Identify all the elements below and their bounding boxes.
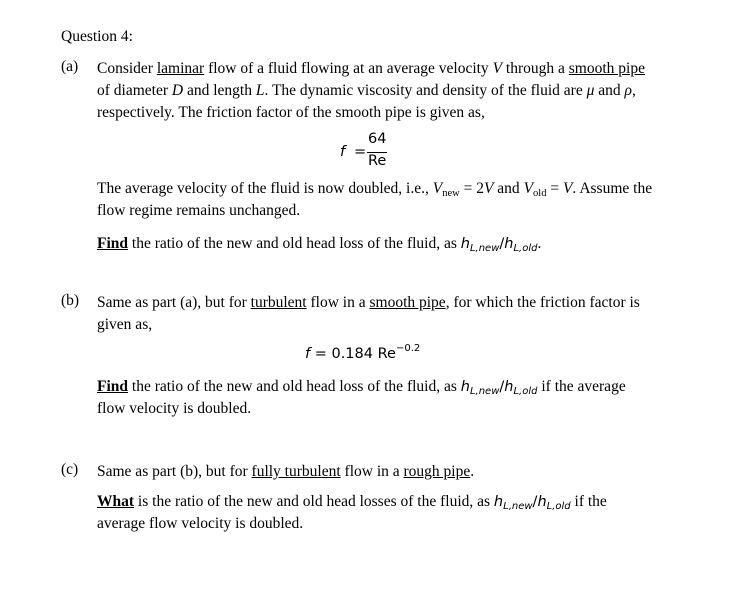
question-title: Question 4: (61, 28, 133, 45)
part-a-label: (a) (61, 58, 79, 75)
find-keyword-b: Find (97, 378, 129, 395)
find-keyword: Find (97, 235, 129, 252)
part-a-condition: The average velocity of the fluid is now doubled, i.e., $V_{new} = 2V$ and $V_{old} = V$. Assume the flow regime remains unchanged. (97, 180, 653, 219)
friction-factor-laminar-equation: f = 64 Re (340, 131, 387, 169)
part-a-line-3: respectively. The friction factor of the smooth pipe is given as, (97, 104, 485, 121)
what-keyword: What (97, 493, 135, 510)
smooth-pipe-term: smooth pipe (568, 60, 645, 77)
part-b-label: (b) (61, 292, 80, 309)
part-c-text: Same as part (b), but for fully turbulent flow in a rough pipe. (97, 463, 475, 480)
part-b-text: Same as part (a), but for turbulent flow in a smooth pipe, for which the friction factor is given as, (97, 294, 640, 333)
fully-turbulent-term: fully turbulent (251, 463, 341, 480)
smooth-pipe-term-b: smooth pipe (369, 294, 446, 311)
part-c-what: What is the ratio of the new and old head losses of the fluid, as $h_{L,new}/h_{L,old}$ if the average flow velocity is doubled. (97, 493, 607, 532)
fraction-numerator: 64 (368, 131, 387, 147)
part-a-line-1: Consider laminar flow of a fluid flowing at an average velocity V through a smooth pipe (97, 60, 645, 77)
part-c-label: (c) (61, 461, 79, 478)
laminar-term: laminar (156, 60, 205, 77)
rough-pipe-term: rough pipe (403, 463, 471, 480)
part-a-find: Find the ratio of the new and old head loss of the fluid, as $h_{L,new}/h_{L,old}$. (97, 235, 542, 254)
part-b-find: Find the ratio of the new and old head loss of the fluid, as $h_{L,new}/h_{L,old}$ if the average flow velocity is doubled. (97, 378, 626, 417)
turbulent-term: turbulent (250, 294, 307, 311)
part-a-text (97, 58, 663, 124)
friction-factor-turbulent-equation: f = 0.184 $Re^{-0.2}$ (305, 343, 421, 362)
part-a-line-2: of diameter D and length L. The dynamic viscosity and density of the fluid are μ and ρ, (97, 82, 636, 99)
fraction-denominator: Re (368, 153, 387, 169)
